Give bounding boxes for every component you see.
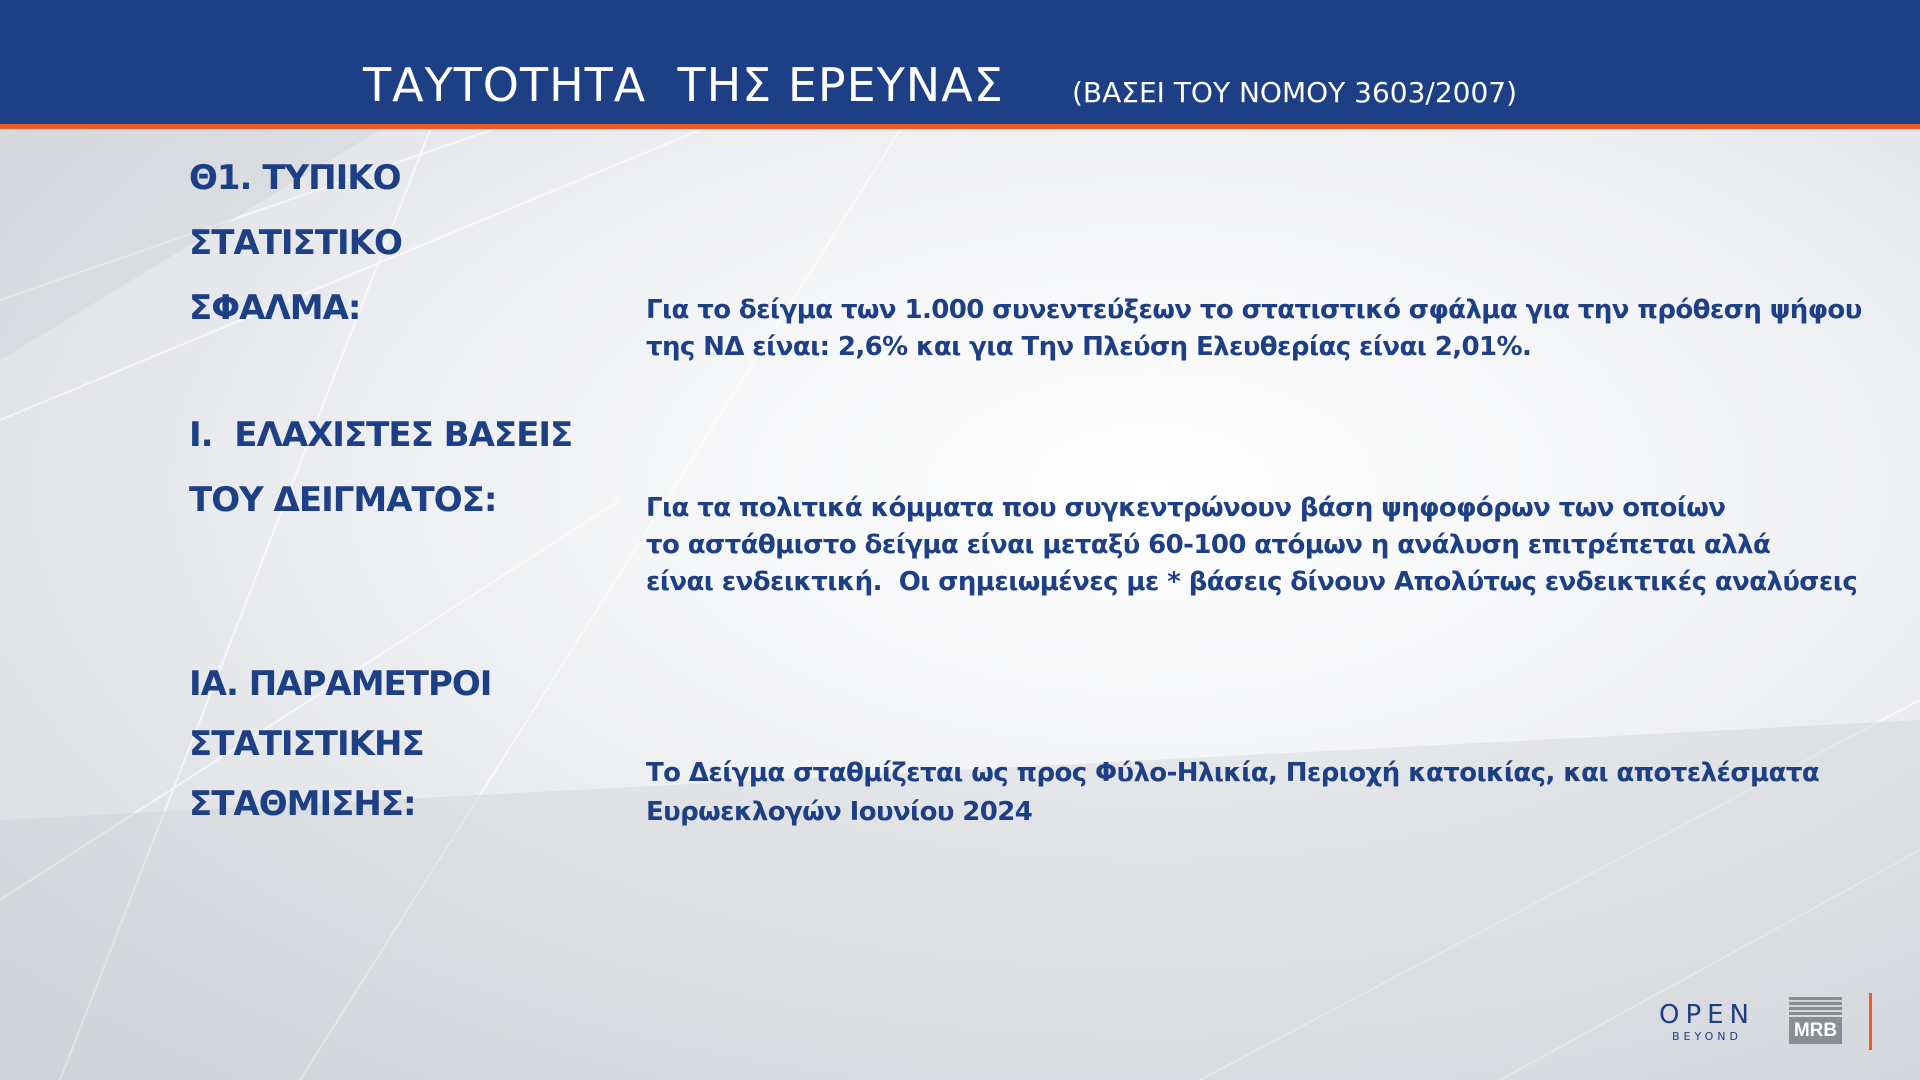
section-2-text-line-2: το αστάθμιστο δείγμα είναι μεταξύ 60-100 ατόμων η ανάλυση επιτρέπεται αλλά: [646, 530, 1771, 560]
section-3-label-line-2: ΣΤΑΤΙΣΤΙΚΗΣ: [189, 724, 424, 764]
section-3-text-line-2: Ευρωεκλογών Ιουνίου 2024: [646, 797, 1033, 827]
section-3-label-line-3: ΣΤΑΘΜΙΣΗΣ:: [189, 784, 416, 824]
mrb-logo-text: MRB: [1789, 1017, 1842, 1044]
logo-divider: [1869, 993, 1872, 1050]
open-logo-subtitle: BEYOND: [1672, 1030, 1742, 1043]
section-1-text-line-1: Για το δείγμα των 1.000 συνεντεύξεων το στατιστικό σφάλμα για την πρόθεση ψήφου: [646, 295, 1862, 325]
open-logo-word: OPEN: [1658, 1000, 1756, 1030]
section-1-label-line-2: ΣΤΑΤΙΣΤΙΚΟ: [189, 223, 402, 263]
section-2-text-line-1: Για τα πολιτικά κόμματα που συγκεντρώνουν βάση ψηφοφόρων των οποίων: [646, 493, 1726, 523]
section-1-label-line-1: Θ1. ΤΥΠΙΚΟ: [189, 158, 401, 198]
page-title: ΤΑΥΤΟΤΗΤΑ ΤΗΣ ΕΡΕΥΝΑΣ: [363, 58, 1004, 112]
open-beyond-logo: [1652, 1000, 1762, 1044]
mrb-logo-stripes: [1789, 997, 1842, 1015]
section-3-label-line-1: ΙΑ. ΠΑΡΑΜΕΤΡΟΙ: [189, 664, 492, 704]
section-3-text-line-1: Το Δείγμα σταθμίζεται ως προς Φύλο-Ηλικία, Περιοχή κατοικίας, και αποτελέσματα: [646, 758, 1820, 788]
section-1-label-line-3: ΣΦΑΛΜΑ:: [189, 288, 361, 328]
page-subtitle: (ΒΑΣΕΙ ΤΟΥ ΝΟΜΟΥ 3603/2007): [1072, 76, 1518, 109]
section-1-text-line-2: της ΝΔ είναι: 2,6% και για Την Πλεύση Ελευθερίας είναι 2,01%.: [646, 332, 1532, 362]
section-2-text-line-3: είναι ενδεικτική. Οι σημειωμένες με * βάσεις δίνουν Απολύτως ενδεικτικές αναλύσεις: [646, 567, 1858, 597]
header-bar: [0, 0, 1920, 129]
mrb-logo: [1789, 997, 1842, 1044]
section-2-label-line-1: Ι. ΕΛΑΧΙΣΤΕΣ ΒΑΣΕΙΣ: [189, 415, 573, 455]
section-2-label-line-2: ΤΟΥ ΔΕΙΓΜΑΤΟΣ:: [189, 480, 497, 520]
